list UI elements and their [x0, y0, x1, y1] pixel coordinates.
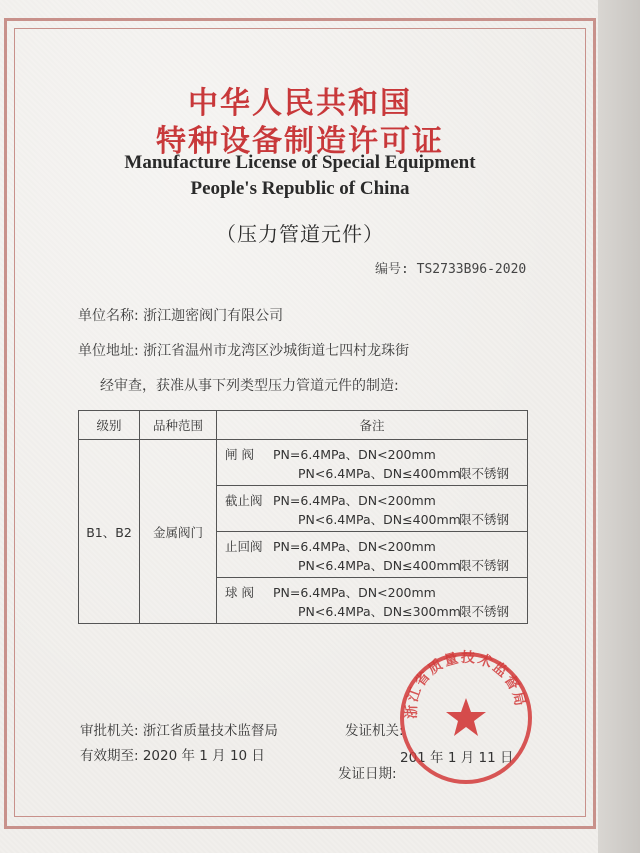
- valve-name: 闸 阀: [225, 447, 254, 462]
- subtitle: （压力管道元件）: [216, 222, 384, 246]
- unit-name: 单位名称: 浙江迦密阀门有限公司: [78, 308, 284, 324]
- header-grade: 级别: [79, 411, 140, 440]
- valve-spec2: PN<6.4MPa、DN≤400mm: [298, 512, 461, 527]
- valve-row: [217, 578, 527, 623]
- valve-row: [217, 532, 527, 578]
- title-cn-line2: 特种设备制造许可证: [156, 124, 444, 159]
- official-seal: [396, 648, 536, 788]
- approver: 审批机关: 浙江省质量技术监督局: [80, 723, 278, 739]
- valve-row: [217, 440, 527, 486]
- valve-spec2: PN<6.4MPa、DN≤300mm: [298, 604, 461, 619]
- validity-date: 有效期至: 2020 年 1 月 10 日: [80, 748, 265, 764]
- valve-name: 止回阀: [225, 539, 263, 554]
- title-en-line2: People's Republic of China: [190, 178, 410, 199]
- remark-cell: [217, 440, 528, 624]
- valve-note: 限不锈钢: [459, 558, 510, 573]
- scope-table: [78, 410, 528, 624]
- seal-star-icon: [446, 698, 486, 736]
- valve-spec2: PN<6.4MPa、DN≤400mm: [298, 558, 461, 573]
- valve-name: 球 阀: [225, 585, 254, 600]
- table-row: [79, 440, 528, 624]
- grade-cell: B1、B2: [79, 440, 140, 624]
- certificate-number: 编号: TS2733B96-2020: [375, 262, 527, 277]
- valve-spec1: PN=6.4MPa、DN<200mm: [273, 585, 436, 600]
- seal-text: 浙江省质量技术监督局: [403, 649, 529, 719]
- valve-row: [217, 486, 527, 532]
- unit-address: 单位地址: 浙江省温州市龙湾区沙城街道七四村龙珠街: [78, 343, 410, 359]
- valve-spec2: PN<6.4MPa、DN≤400mm: [298, 466, 461, 481]
- valve-note: 限不锈钢: [459, 604, 510, 619]
- valve-note: 限不锈钢: [459, 512, 510, 527]
- valve-spec1: PN=6.4MPa、DN<200mm: [273, 539, 436, 554]
- valve-spec1: PN=6.4MPa、DN<200mm: [273, 493, 436, 508]
- title-en-line1: Manufacture License of Special Equipment: [124, 152, 476, 173]
- table-header-row: [79, 411, 528, 440]
- valve-name: 截止阀: [225, 493, 263, 508]
- valve-note: 限不锈钢: [459, 466, 510, 481]
- issue-date-value: 201 年 1 月 11 日: [400, 750, 514, 766]
- header-remark: 备注: [217, 411, 528, 440]
- title-cn-line1: 中华人民共和国: [188, 86, 412, 121]
- issue-date-label: 发证日期:: [338, 766, 397, 782]
- background-edge: [598, 0, 640, 853]
- header-range: 品种范围: [140, 411, 217, 440]
- issuer-label: 发证机关:: [345, 723, 404, 739]
- range-cell: 金属阀门: [140, 440, 217, 624]
- valve-spec1: PN=6.4MPa、DN<200mm: [273, 447, 436, 462]
- intro-text: 经审查，获准从事下列类型压力管道元件的制造:: [100, 378, 399, 394]
